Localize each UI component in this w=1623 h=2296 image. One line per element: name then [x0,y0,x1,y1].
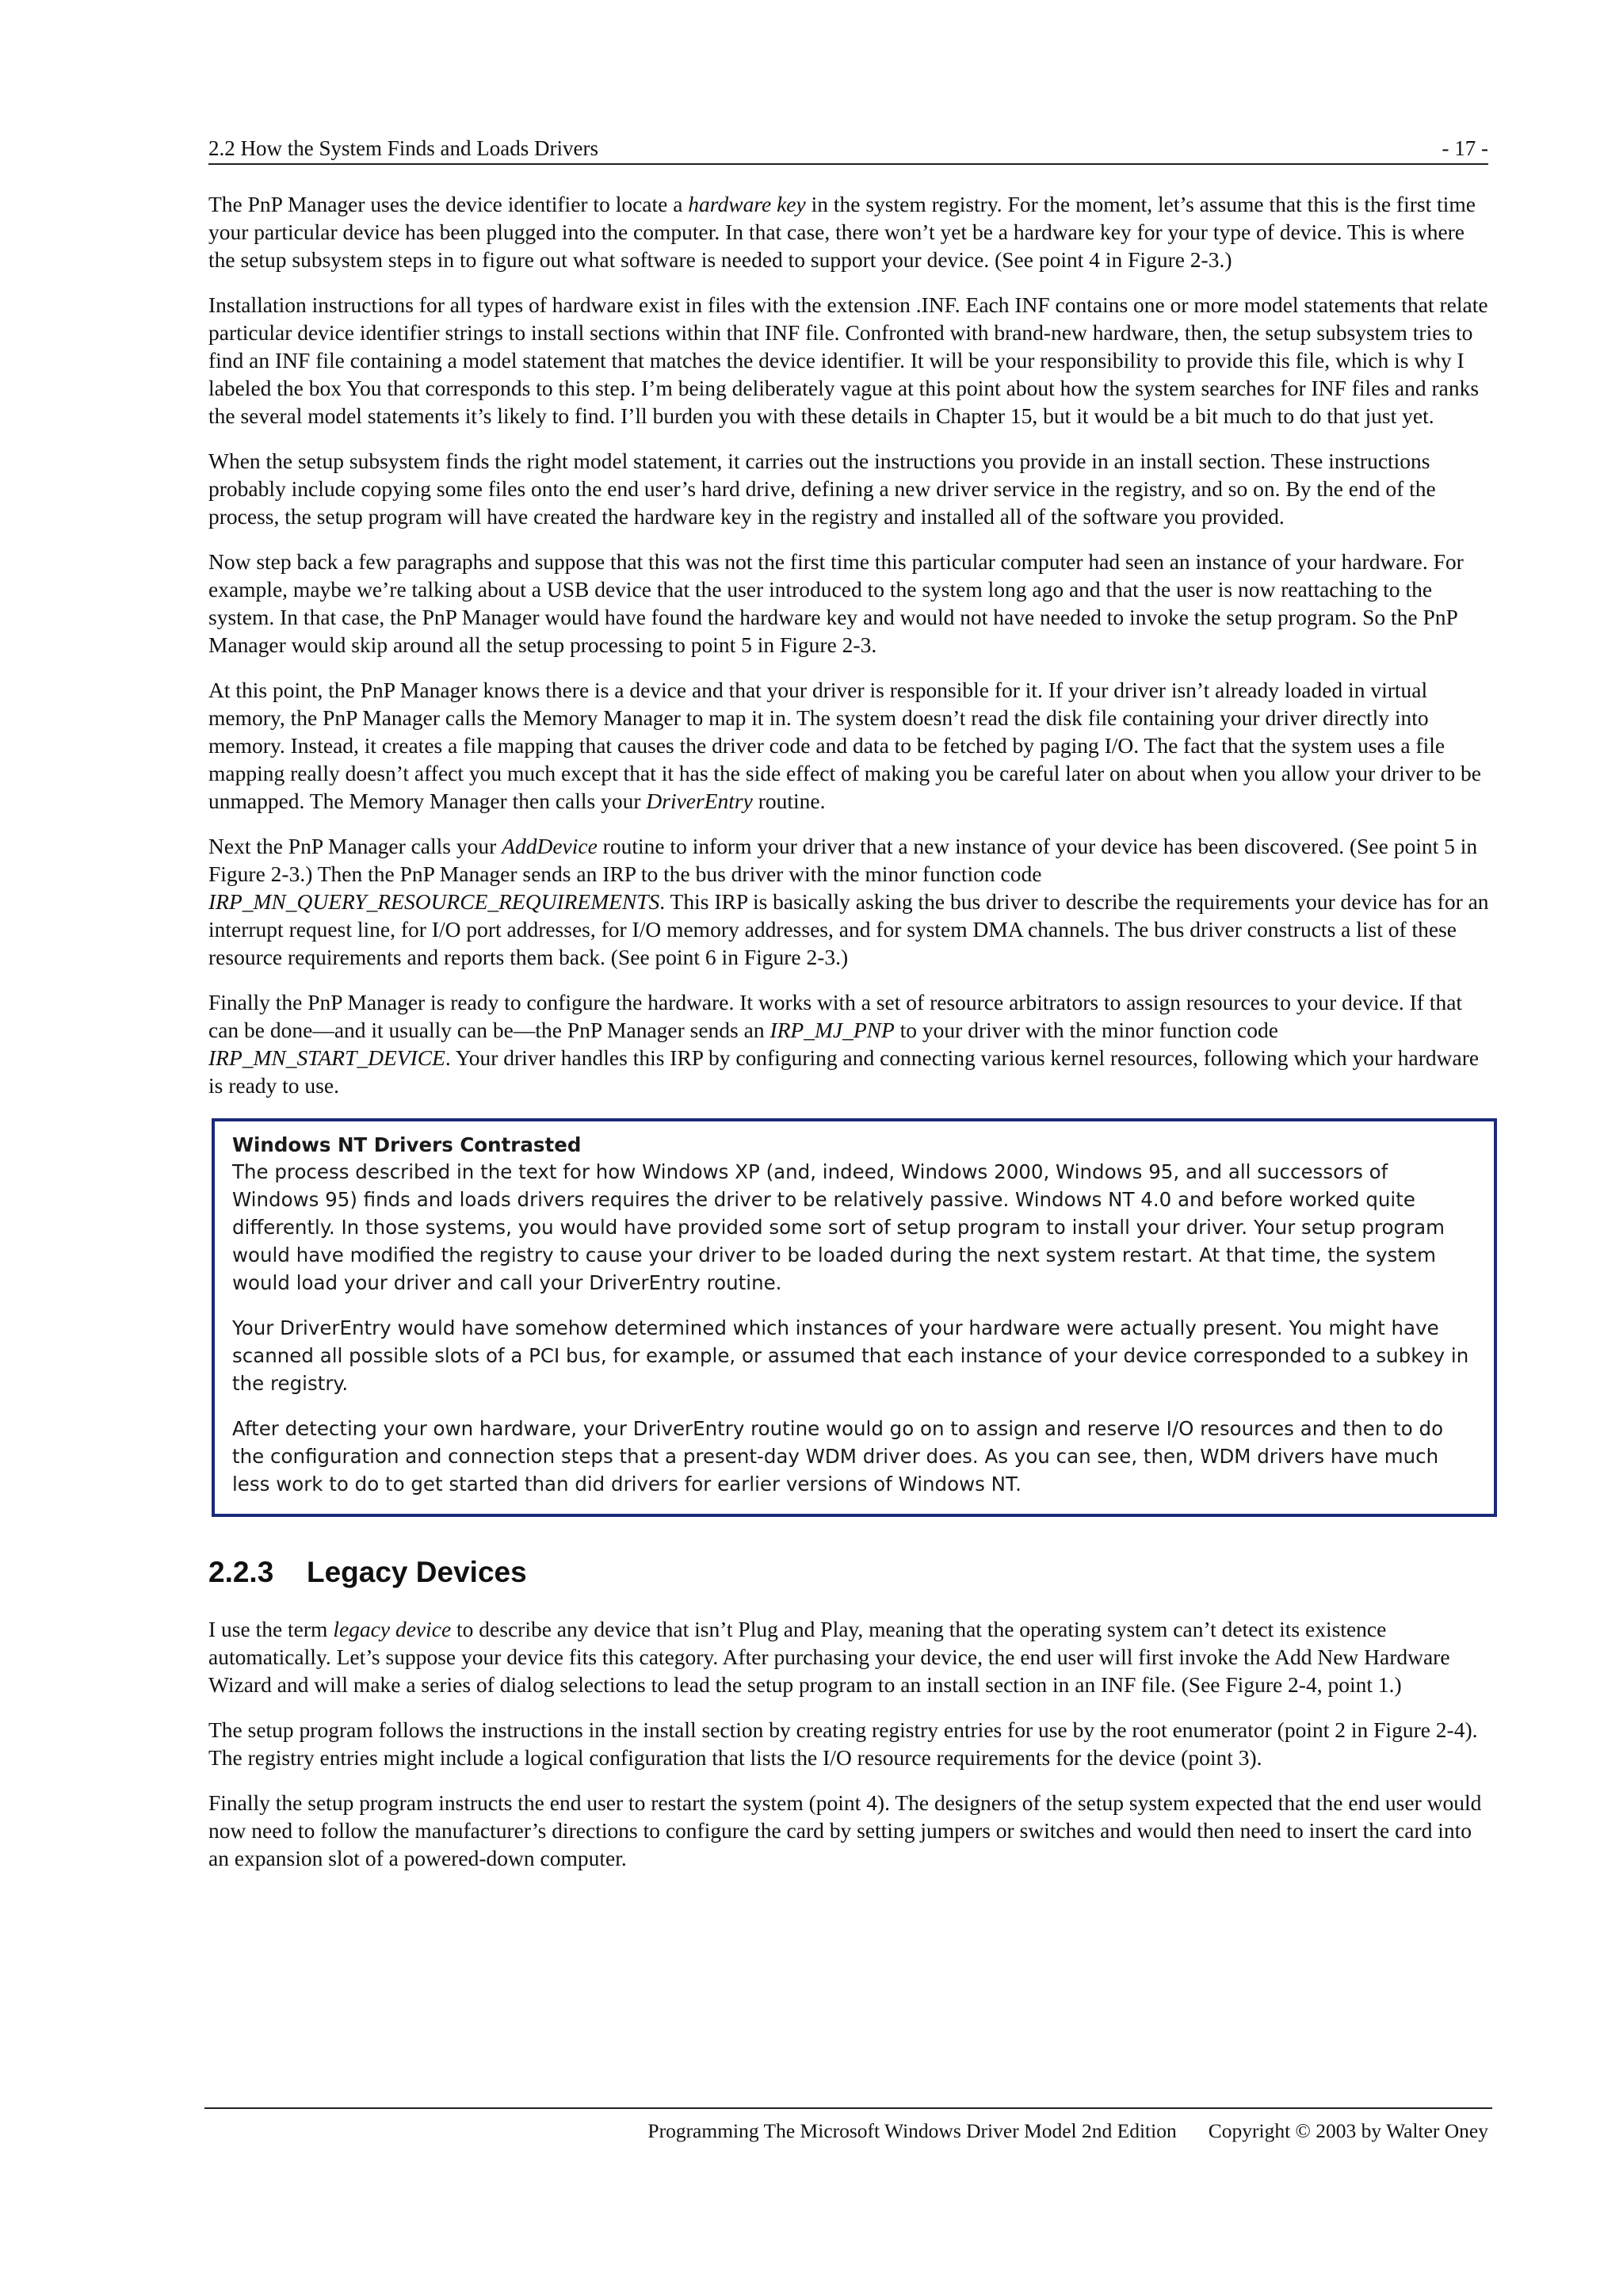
paragraph [208,1615,1492,1698]
text-run: At this point, the PnP Manager knows there is a device and that your driver is responsible for it. If your driver isn’t already loaded in virtual memory, the PnP Manager calls the Memory Manager to map it in. The system doesn’t read the disk file containing your driver directly into memory. Instead, it creates a file mapping that causes the driver code and data to be fetched by paging I/O. The fact that the system uses a file mapping really doesn’t affect you much except that it has the side effect of making you be careful later on about when you allow your driver to be unmapped. The Memory Manager then calls your [208,678,1481,813]
section-number: 2.2.3 [208,1556,274,1588]
text-run: routine. [752,789,826,813]
paragraph: When the setup subsystem finds the right model statement, it carries out the instructions you provide in an install section. These instructions probably include copying some files onto the end user’s hard drive, defining a new driver service in the registry, and so on. By the end of the process, the setup program will have created the hardware key in the registry and installed all of the software you provided. [208,449,1436,529]
emphasis-term: IRP_MN_START_DEVICE [208,1045,445,1070]
text-run: Finally the PnP Manager is ready to configure the hardware. It works with a set of resource arbitrators to assign resources to your device. If that can be done—and it usually can be—the PnP Manager sends an [208,990,1463,1042]
paragraph: Finally the setup program instructs the end user to restart the system (point 4). The designers of the setup system expected that the end user would now need to follow the manufacturer’s directions to configure the card by setting jumpers or switches and would then need to insert the card into an expansion slot of a powered-down computer. [208,1790,1482,1870]
paragraph [208,676,1492,815]
sidebar-paragraph: After detecting your own hardware, your DriverEntry routine would go on to assign and reserve I/O resources and then to do the configuration and connection steps that a present-day WDM driver does. As you can see, then, WDM drivers have much less work to do to get started than did drivers for earlier versions of Windows NT. [232,1417,1444,1496]
footer-divider [204,2107,1492,2109]
text-run: to describe any device that isn’t Plug and Play, meaning that the operating system can’t detect its existence automatically. Let’s suppose your device fits this category. After purchasing your device, the end user will first invoke the Add New Hardware Wizard and will make a series of dialog selections to lead the setup program to an install section in an INF file. (See Figure 2-4, point 1.) [208,1617,1450,1697]
sidebar-paragraph: The process described in the text for how Windows XP (and, indeed, Windows 2000, Windows 95, and all successors of Windows 95) finds and loads drivers requires the driver to be relatively passive. Windows NT 4.0 and before worked quite differently. In those systems, you would have provided some sort of setup program to install your driver. Your setup program would have modified the registry to cause your driver to be loaded during the next system restart. At that time, the system would load your driver and call your DriverEntry routine. [232,1160,1445,1294]
paragraph [208,832,1492,971]
paragraph: Now step back a few paragraphs and suppose that this was not the first time this particular computer had seen an instance of your hardware. For example, maybe we’re talking about a USB device that the user introduced to the system long ago and that the user is now reattaching to the system. In that case, the PnP Manager would have found the hardware key and would not have needed to invoke the setup program. So the PnP Manager would skip around all the setup processing to point 5 in Figure 2-3. [208,549,1464,657]
header-page-number: - 17 - [1442,136,1488,160]
emphasis-term: IRP_MJ_PNP [769,1018,895,1042]
paragraph [208,190,1492,273]
emphasis-term: IRP_MN_QUERY_RESOURCE_REQUIREMENTS [208,889,660,914]
emphasis-term: AddDevice [502,834,598,858]
sidebar-title: Windows NT Drivers Contrasted [232,1133,582,1156]
page-footer [208,2118,1488,2145]
sidebar-paragraph: Your DriverEntry would have somehow determined which instances of your hardware were actually present. You might have scanned all possible slots of a PCI bus, for example, or assumed that each instance of your device corresponded to a subkey in the registry. [232,1316,1469,1395]
footer-book-title: Programming The Microsoft Windows Driver Model 2nd Edition [647,2119,1177,2142]
header-section-title: 2.2 How the System Finds and Loads Drivers [208,136,598,160]
page-content [208,190,1492,1889]
text-run: Next the PnP Manager calls your [208,834,502,858]
paragraph [208,988,1492,1099]
text-run: to your driver with the minor function code [894,1018,1278,1042]
footer-copyright: Copyright © 2003 by Walter Oney [1208,2119,1488,2142]
text-run: . Your driver handles this IRP by configuring and connecting various kernel resources, following which your hardware is ready to use. [208,1045,1480,1098]
text-run: in the system registry. For the moment, let’s assume that this is the first time your particular device has been plugged into the computer. In that case, there won’t yet be a hardware key for your type of device. This is where the setup subsystem steps in to figure out what software is needed to support your device. (See point 4 in Figure 2-3.) [208,192,1476,272]
page-header [208,130,1488,165]
emphasis-term: hardware key [688,192,806,216]
section-title: Legacy Devices [307,1556,527,1588]
text-run: . This IRP is basically asking the bus driver to describe the requirements your device has for an interrupt request line, for I/O port addresses, for I/O memory addresses, and for system DMA channels. The bus driver constructs a list of these resource requirements and reports them back. (See point 6 in Figure 2-3.) [208,889,1489,969]
sidebar-box [212,1118,1497,1517]
section-heading [208,1555,1492,1590]
text-run: I use the term [208,1617,334,1641]
emphasis-term: legacy device [333,1617,452,1641]
emphasis-term: DriverEntry [646,789,753,813]
text-run: The PnP Manager uses the device identifier to locate a [208,192,689,216]
paragraph: Installation instructions for all types of hardware exist in files with the extension .INF. Each INF contains one or more model statements that relate particular device identifier strings to install sections within that INF file. Confronted with brand-new hardware, then, the setup subsystem tries to find an INF file containing a model statement that matches the device identifier. It will be your responsibility to provide this file, which is why I labeled the box You that corresponds to this step. I’m being deliberately vague at this point about how the system searches for INF files and ranks the several model statements it’s likely to find. I’ll burden you with these details in Chapter 15, but it would be a bit much to do that just yet. [208,292,1488,428]
paragraph: The setup program follows the instructions in the install section by creating registry entries for use by the root enumerator (point 2 in Figure 2-4). The registry entries might include a logical configuration that lists the I/O resource requirements for the device (point 3). [208,1717,1478,1770]
text-run: routine to inform your driver that a new instance of your device has been discovered. (See point 5 in Figure 2-3.) Then the PnP Manager sends an IRP to the bus driver with the minor function code [208,834,1478,886]
